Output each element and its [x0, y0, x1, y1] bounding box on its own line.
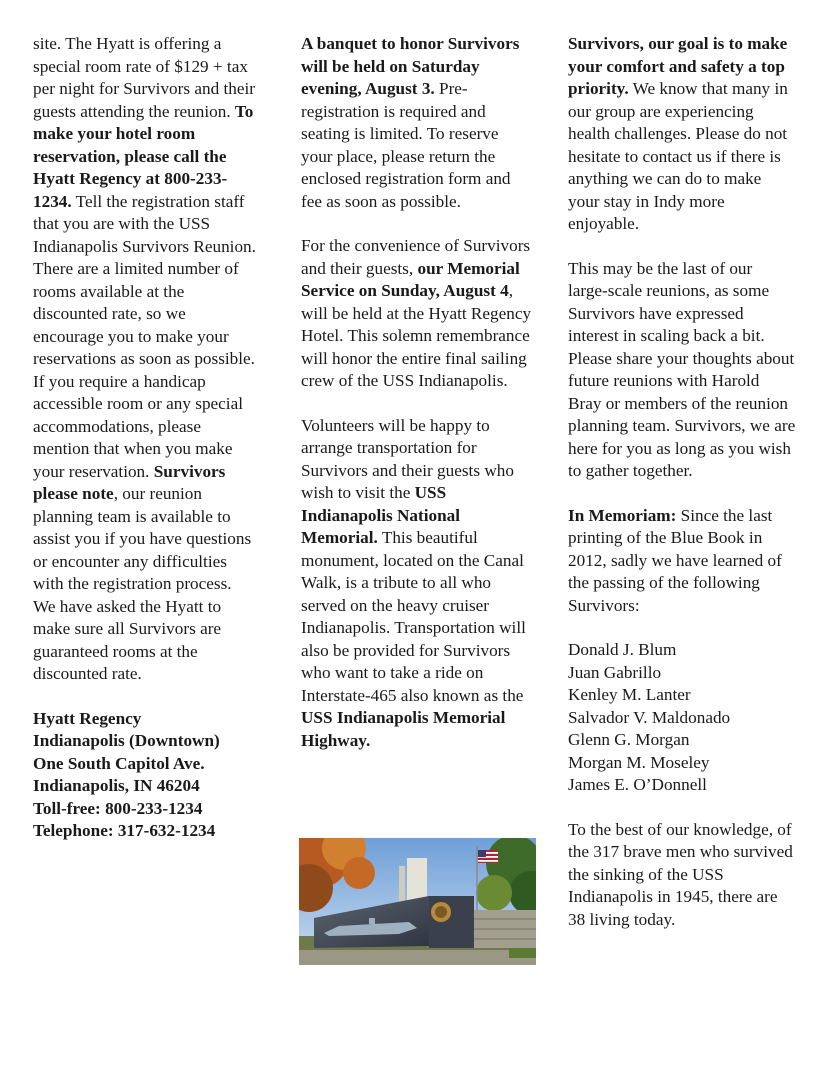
- memoriam-name: Kenley M. Lanter: [568, 685, 691, 704]
- text-run: We know that many in our group are experiencing health challenges. Please do not hesitate to contact us if there is anything we can do to make your stay in Indy more enjoyable.: [568, 79, 788, 233]
- text-run: Tell the registration staff that you are with the USS Indianapolis Survivors Reunion. There are a limited number of rooms available at the discounted rate, so we encourage you to make your reservations as soon as possible. If you require a handicap accessible room or any special accommodations, please mention that when you make your reservation.: [33, 191, 256, 481]
- text-run: , our reunion planning team is available to assist you if you have questions or encounter any difficulties with the registration process. We have asked the Hyatt to make sure all Survivors are guaranteed rooms at the discounted rate.: [33, 484, 252, 683]
- hotel-street: One South Capitol Ave.: [33, 753, 205, 773]
- bold-text-run: USS Indianapolis National Memorial.: [301, 483, 461, 547]
- column-left: [33, 33, 258, 865]
- hotel-name-line1: Hyatt Regency: [33, 708, 142, 728]
- bold-text-run: In Memoriam:: [568, 505, 677, 525]
- text-run: Since the last printing of the Blue Book in 2012, sadly we have learned of the passing of the following Survivors:: [568, 505, 782, 615]
- hotel-telephone: Telephone: 317-632-1234: [33, 821, 216, 840]
- memoriam-name: Glenn G. Morgan: [568, 730, 690, 749]
- bold-text-run: A banquet to honor Survivors will be held on Saturday evening, August 3.: [301, 34, 520, 98]
- bold-text-run: our Memorial Service on Sunday, August 4: [301, 258, 520, 300]
- survivors-count-paragraph: [568, 819, 796, 932]
- banquet-paragraph: [301, 33, 533, 213]
- bold-text-run: To make your hotel room reservation, please call the Hyatt Regency at 800-233-1234.: [33, 101, 254, 211]
- text-run: This may be the last of our large-scale reunions, as some Survivors have expressed interest in scaling back a bit. Please share your thoughts about future reunions with Harold Bray or members of the reunion planning team. Survivors, we are here for you as long as you wish to gather together.: [568, 258, 796, 480]
- hotel-address-block: [33, 708, 258, 843]
- bold-text-run: Survivors, our goal is to make your comfort and safety a top priority.: [568, 34, 788, 98]
- text-run: Volunteers will be happy to arrange transportation for Survivors and their guests who wish to visit the: [301, 415, 514, 502]
- column-middle: [301, 33, 533, 774]
- memorial-service-paragraph: [301, 235, 533, 393]
- hotel-name-line2: Indianapolis (Downtown): [33, 731, 220, 750]
- bold-text-run: Survivors please note: [33, 461, 226, 503]
- memoriam-name: Morgan M. Moseley: [568, 752, 710, 772]
- text-run: To the best of our knowledge, of the 317 brave men who survived the sinking of the USS Indianapolis in 1945, there are 38 living today.: [568, 819, 793, 929]
- in-memoriam-paragraph: [568, 505, 796, 618]
- memorial-photo: [299, 838, 536, 965]
- text-run: For the convenience of Survivors and their guests,: [301, 236, 531, 278]
- memoriam-name: James E. O’Donnell: [568, 775, 707, 794]
- column-right: [568, 33, 796, 953]
- hotel-city: Indianapolis, IN 46204: [33, 776, 200, 795]
- text-run: site. The Hyatt is offering a special room rate of $129 + tax per night for Survivors and their guests attending the reunion.: [33, 34, 255, 121]
- bold-text-run: USS Indianapolis Memorial Highway.: [301, 708, 506, 750]
- memoriam-name: Donald J. Blum: [568, 640, 677, 659]
- text-run: Pre-registration is required and seating is limited. To reserve your place, please return the enclosed registration form and fee as soon as possible.: [301, 79, 511, 211]
- memoriam-names-list: [568, 639, 796, 797]
- hotel-tollfree: Toll-free: 800-233-1234: [33, 798, 203, 818]
- future-reunions-paragraph: [568, 258, 796, 483]
- hotel-reservation-paragraph: [33, 33, 258, 686]
- memoriam-name: Salvador V. Maldonado: [568, 707, 731, 727]
- memoriam-name: Juan Gabrillo: [568, 662, 662, 682]
- text-run: This beautiful monument, located on the Canal Walk, is a tribute to all who served on the heavy cruiser Indianapolis. Transportation will also be provided for Survivors who want to take a ride on Interstate-465 also known as the: [301, 528, 526, 705]
- text-run: , will be held at the Hyatt Regency Hotel. This solemn remembrance will honor the entire final sailing crew of the USS Indianapolis.: [301, 281, 532, 390]
- comfort-safety-paragraph: [568, 33, 796, 236]
- transportation-paragraph: [301, 415, 533, 753]
